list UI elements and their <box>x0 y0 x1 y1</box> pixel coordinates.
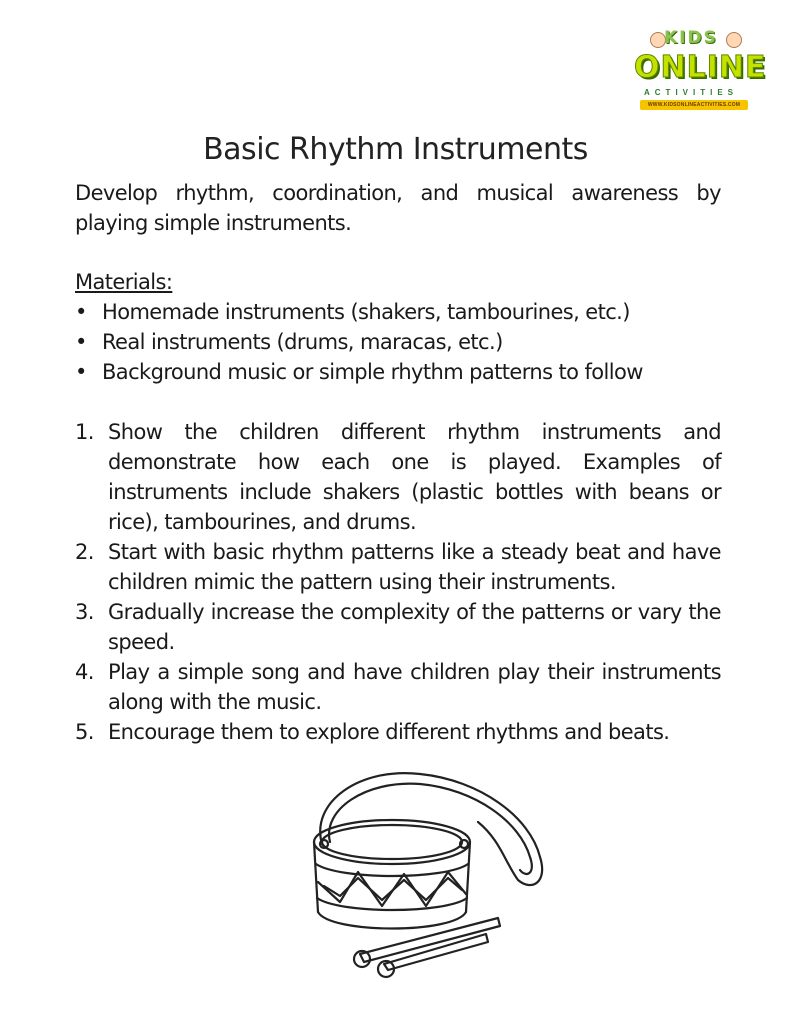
step-text: Play a simple song and have children play their instruments along with the music. <box>108 660 721 714</box>
step-number: 4. <box>75 660 94 684</box>
step-text: Encourage them to explore different rhythms and beats. <box>108 720 670 744</box>
list-item: • Real instruments (drums, maracas, etc.) <box>75 327 721 357</box>
materials-list <box>75 297 721 387</box>
step-number: 2. <box>75 540 94 564</box>
steps-list <box>75 417 721 747</box>
logo-kids-text: KIDS <box>664 28 718 48</box>
list-item <box>75 537 721 597</box>
list-item <box>75 717 721 747</box>
step-text: Show the children different rhythm instruments and demonstrate how each one is played. Examples of instruments include shakers (plastic bottles with beans or rice), tambourines, and drums. <box>108 420 721 534</box>
list-item: • Background music or simple rhythm patterns to follow <box>75 357 721 387</box>
list-item: • Homemade instruments (shakers, tambourines, etc.) <box>75 297 721 327</box>
drum-with-sticks-icon <box>300 762 560 987</box>
kids-online-activities-logo <box>634 28 767 112</box>
logo-activities-text: ACTIVITIES <box>644 88 739 97</box>
list-item <box>75 417 721 537</box>
page-title: Basic Rhythm Instruments <box>203 132 588 167</box>
worksheet-content <box>75 178 721 747</box>
materials-label: Materials: <box>75 270 173 294</box>
girl-face-icon <box>726 32 742 48</box>
list-item <box>75 597 721 657</box>
step-number: 1. <box>75 420 94 444</box>
step-text: Start with basic rhythm patterns like a steady beat and have children mimic the pattern using their instruments. <box>108 540 721 594</box>
list-item <box>75 657 721 717</box>
logo-online-text: ONLINE <box>634 50 767 85</box>
step-text: Gradually increase the complexity of the patterns or vary the speed. <box>108 600 721 654</box>
step-number: 3. <box>75 600 94 624</box>
intro-paragraph: Develop rhythm, coordination, and musical awareness by playing simple instruments. <box>75 181 721 235</box>
logo-url-banner: WWW.KIDSONLINEACTIVITIES.COM <box>640 100 748 110</box>
step-number: 5. <box>75 720 94 744</box>
